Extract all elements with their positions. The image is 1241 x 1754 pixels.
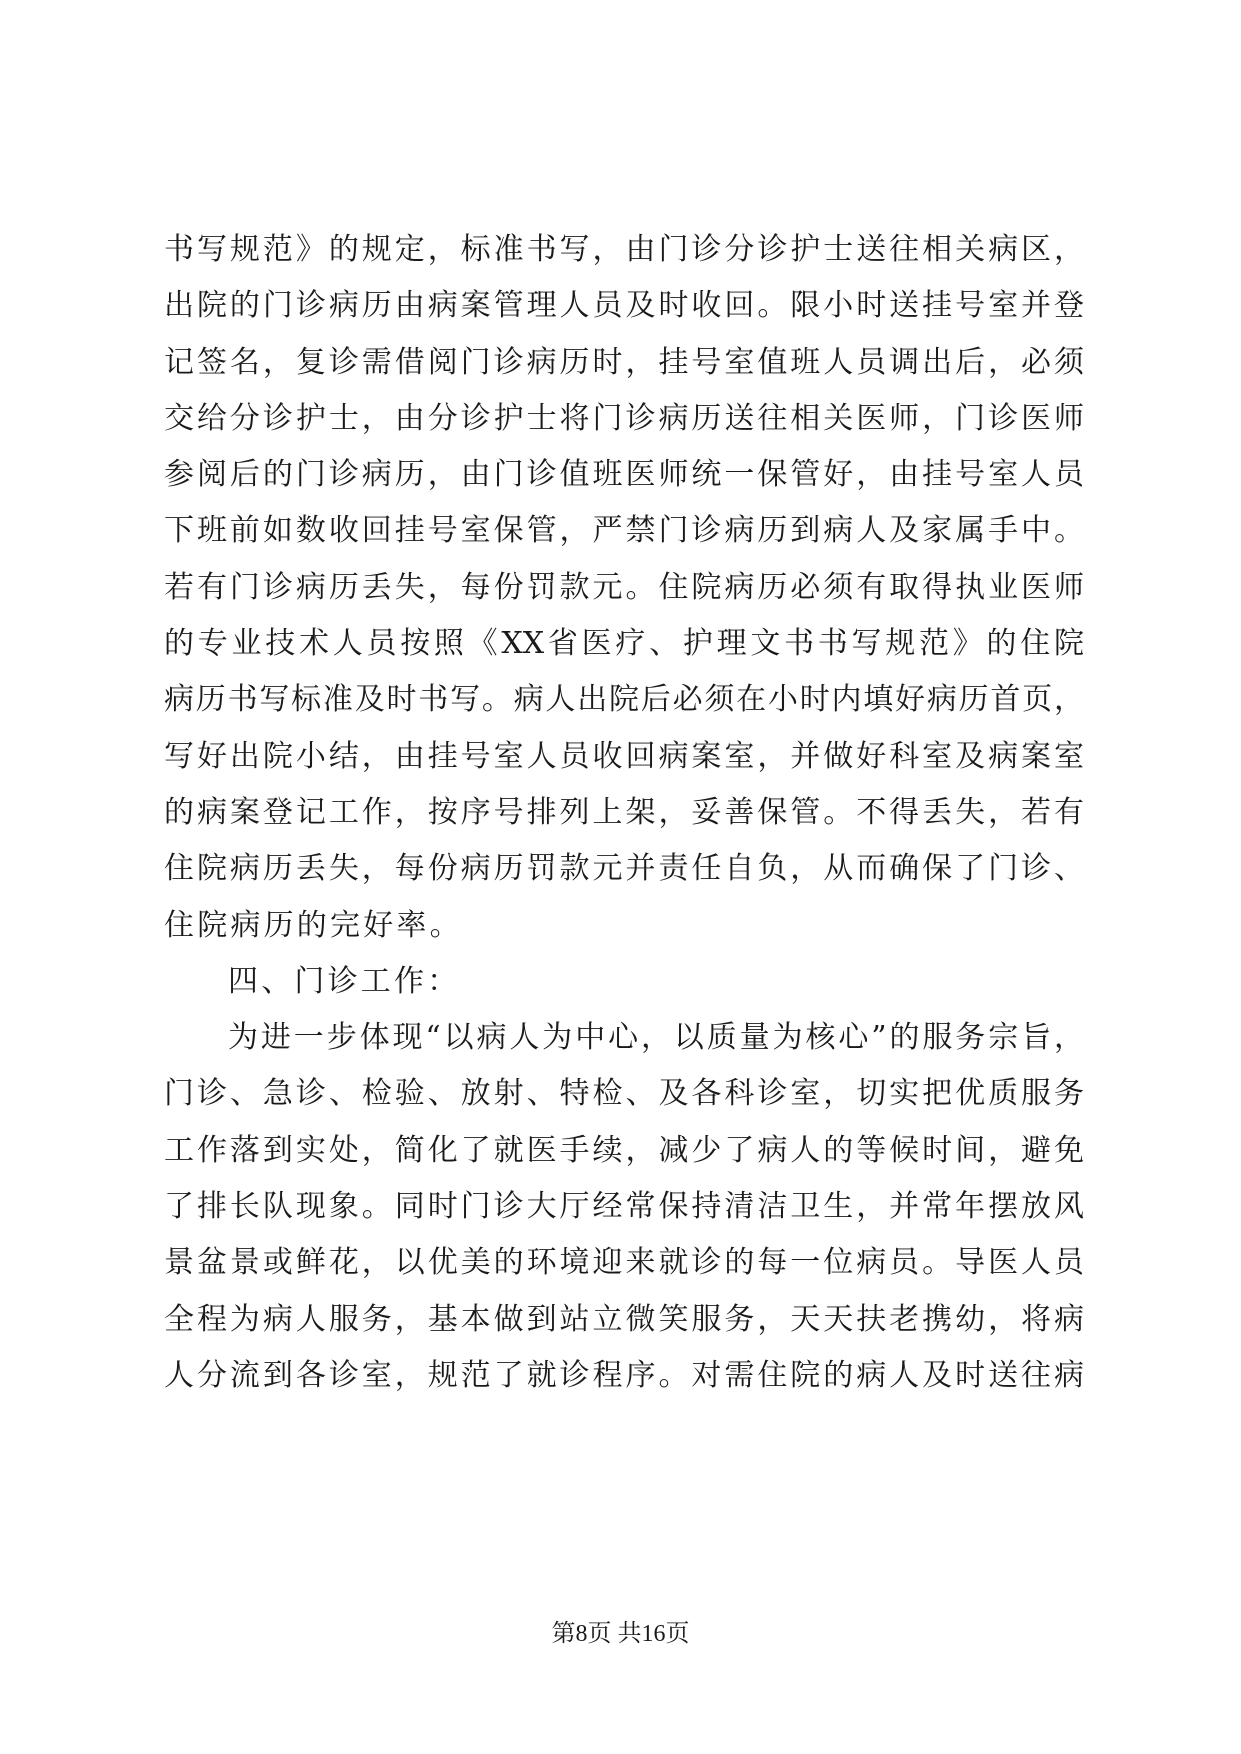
text-line: 住院病历的完好率。 <box>164 907 463 943</box>
text-line: 的专业技术人员按照《XX省医疗、护理文书书写规范》的住院 <box>164 626 1084 662</box>
text-line: 下班前如数收回挂号室保管，严禁门诊病历到病人及家属手中。 <box>164 513 1084 549</box>
text-line: 门诊、急诊、检验、放射、特检、及各科诊室，切实把优质服务 <box>164 1076 1084 1112</box>
text-line: 出院的门诊病历由病案管理人员及时收回。限小时送挂号室并登 <box>164 288 1084 324</box>
page-number: 第8页 共16页 <box>551 1621 690 1647</box>
text-line: 若有门诊病历丢失，每份罚款元。住院病历必须有取得执业医师 <box>164 569 1084 605</box>
text-line: 工作落到实处，简化了就医手续，减少了病人的等候时间，避免 <box>164 1132 1084 1168</box>
text-line: 为进一步体现“以病人为中心，以质量为核心”的服务宗旨， <box>228 1020 1084 1056</box>
text-line: 写好出院小结，由挂号室人员收回病案室，并做好科室及病案室 <box>164 738 1084 774</box>
text-line: 的病案登记工作，按序号排列上架，妥善保管。不得丢失，若有 <box>164 794 1084 830</box>
text-line: 参阅后的门诊病历，由门诊值班医师统一保管好，由挂号室人员 <box>164 457 1084 493</box>
body-text <box>164 222 1084 1404</box>
text-line: 景盆景或鲜花，以优美的环境迎来就诊的每一位病员。导医人员 <box>164 1245 1084 1281</box>
text-line: 人分流到各诊室，规范了就诊程序。对需住院的病人及时送往病 <box>164 1357 1084 1393</box>
section-heading: 四、门诊工作： <box>228 963 461 999</box>
text-line: 交给分诊护士，由分诊护士将门诊病历送往相关医师，门诊医师 <box>164 400 1084 436</box>
text-line: 了排长队现象。同时门诊大厅经常保持清洁卫生，并常年摆放风 <box>164 1189 1084 1225</box>
text-line: 住院病历丢失，每份病历罚款元并责任自负，从而确保了门诊、 <box>164 851 1084 887</box>
text-line: 记签名，复诊需借阅门诊病历时，挂号室值班人员调出后，必须 <box>164 344 1084 380</box>
text-line: 全程为病人服务，基本做到站立微笑服务，天天扶老携幼，将病 <box>164 1301 1084 1337</box>
text-line: 病历书写标准及时书写。病人出院后必须在小时内填好病历首页， <box>164 682 1084 718</box>
text-line: 书写规范》的规定，标准书写，由门诊分诊护士送往相关病区， <box>164 232 1084 267</box>
